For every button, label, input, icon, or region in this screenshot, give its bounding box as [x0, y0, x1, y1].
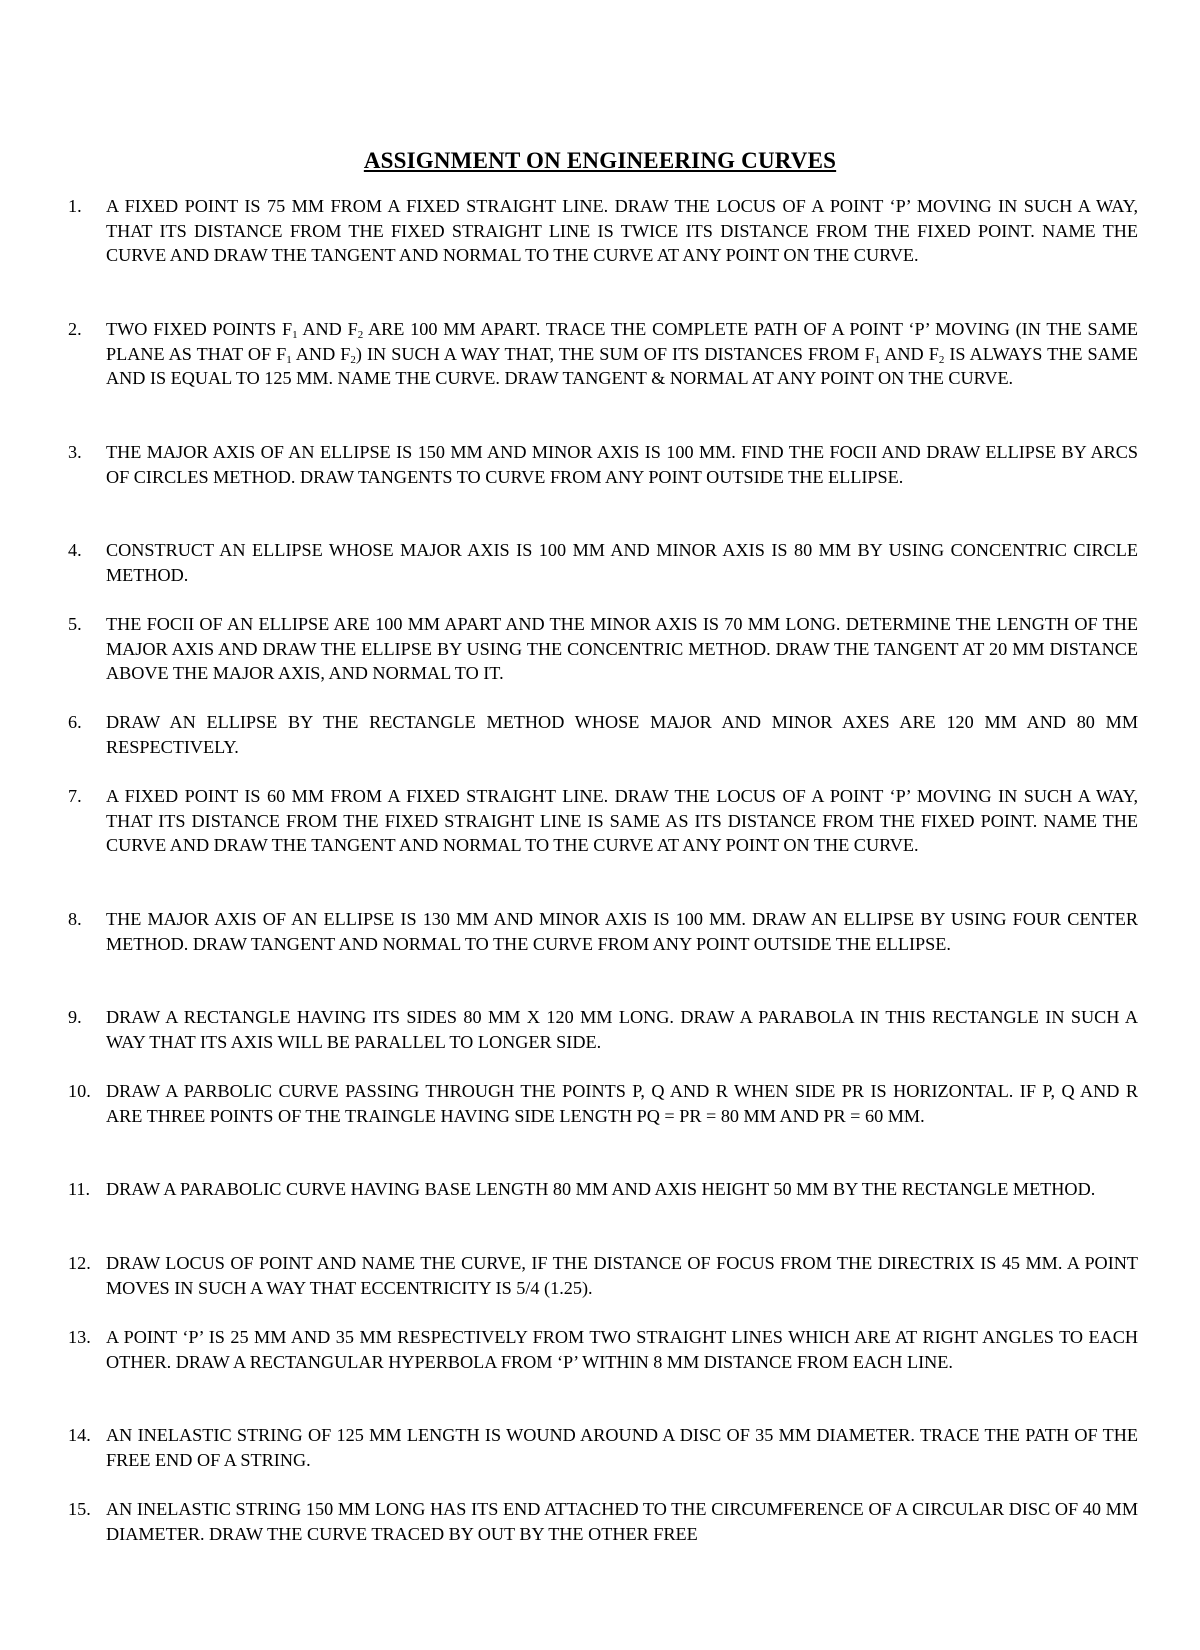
item-text: DRAW A PARBOLIC CURVE PASSING THROUGH THE POINTS P, Q AND R WHEN SIDE PR IS HORIZONTAL. IF P, Q AND R ARE THREE POINTS OF THE TRAINGLE HAVING SIDE LENGTH PQ = PR = 80 MM AND PR = 60 MM.: [106, 1081, 1138, 1126]
item-text: A FIXED POINT IS 60 MM FROM A FIXED STRAIGHT LINE. DRAW THE LOCUS OF A POINT ‘P’ MOVING IN SUCH A WAY, THAT ITS DISTANCE FROM THE FIXED STRAIGHT LINE IS SAME AS ITS DISTANCE FROM THE FIXED POINT. NAME THE CURVE AND DRAW THE TANGENT AND NORMAL TO THE CURVE AT ANY POINT ON THE CURVE.: [106, 786, 1138, 856]
list-item-14: [68, 1423, 1138, 1472]
item-text: DRAW A PARABOLIC CURVE HAVING BASE LENGTH 80 MM AND AXIS HEIGHT 50 MM BY THE RECTANGLE METHOD.: [106, 1179, 1096, 1199]
item-number: 15.: [68, 1499, 91, 1519]
item-text: CONSTRUCT AN ELLIPSE WHOSE MAJOR AXIS IS 100 MM AND MINOR AXIS IS 80 MM BY USING CONCENTRIC CIRCLE METHOD.: [106, 540, 1138, 585]
list-item-4: [68, 538, 1138, 587]
item-text: AN INELASTIC STRING OF 125 MM LENGTH IS WOUND AROUND A DISC OF 35 MM DIAMETER. TRACE THE PATH OF THE FREE END OF A STRING.: [106, 1425, 1138, 1470]
item-number: 2.: [68, 319, 82, 339]
item-number: 6.: [68, 712, 82, 732]
item-text: THE MAJOR AXIS OF AN ELLIPSE IS 150 MM AND MINOR AXIS IS 100 MM. FIND THE FOCII AND DRAW ELLIPSE BY ARCS OF CIRCLES METHOD. DRAW TANGENTS TO CURVE FROM ANY POINT OUTSIDE THE ELLIPSE.: [106, 442, 1138, 487]
item-text: A POINT ‘P’ IS 25 MM AND 35 MM RESPECTIVELY FROM TWO STRAIGHT LINES WHICH ARE AT RIGHT ANGLES TO EACH OTHER. DRAW A RECTANGULAR HYPERBOLA FROM ‘P’ WITHIN 8 MM DISTANCE FROM EACH LINE.: [106, 1327, 1138, 1372]
item-number: 1.: [68, 196, 82, 216]
item-number: 13.: [68, 1327, 91, 1347]
item-text: TWO FIXED POINTS $F_1$ AND $F_2$ ARE 100 MM APART. TRACE THE COMPLETE PATH OF A POINT ‘P’ MOVING (IN THE SAME PLANE AS THAT OF $F_1$ AND $F_2$) IN SUCH A WAY THAT, THE SUM OF ITS DISTANCES FROM $F_1$ AND $F_2$ IS ALWAYS THE SAME AND IS EQUAL TO 125 MM. NAME THE CURVE. DRAW TANGENT & NORMAL AT ANY POINT ON THE CURVE.: [106, 319, 1139, 389]
list-item-10: [68, 1079, 1138, 1128]
list-item-2: [68, 317, 1138, 391]
item-text: AN INELASTIC STRING 150 MM LONG HAS ITS END ATTACHED TO THE CIRCUMFERENCE OF A CIRCULAR DISC OF 40 MM DIAMETER. DRAW THE CURVE TRACED BY OUT BY THE OTHER FREE: [106, 1499, 1138, 1544]
item-text: DRAW AN ELLIPSE BY THE RECTANGLE METHOD WHOSE MAJOR AND MINOR AXES ARE 120 MM AND 80 MM RESPECTIVELY.: [106, 712, 1138, 757]
item-number: 14.: [68, 1425, 91, 1445]
item-text: DRAW A RECTANGLE HAVING ITS SIDES 80 MM X 120 MM LONG. DRAW A PARABOLA IN THIS RECTANGLE IN SUCH A WAY THAT ITS AXIS WILL BE PARALLEL TO LONGER SIDE.: [106, 1007, 1138, 1052]
list-item-9: [68, 1005, 1138, 1054]
item-number: 3.: [68, 442, 82, 462]
list-item-5: [68, 612, 1138, 686]
item-text: DRAW LOCUS OF POINT AND NAME THE CURVE, IF THE DISTANCE OF FOCUS FROM THE DIRECTRIX IS 45 MM. A POINT MOVES IN SUCH A WAY THAT ECCENTRICITY IS 5/4 (1.25).: [106, 1253, 1138, 1298]
item-number: 5.: [68, 614, 82, 634]
item-number: 4.: [68, 540, 82, 560]
list-item-12: [68, 1251, 1138, 1300]
list-item-3: [68, 440, 1138, 489]
list-item-15: [68, 1497, 1138, 1546]
item-number: 9.: [68, 1007, 82, 1027]
page-title: ASSIGNMENT ON ENGINEERING CURVES: [363, 148, 837, 173]
list-item-8: [68, 907, 1138, 956]
item-text: A FIXED POINT IS 75 MM FROM A FIXED STRAIGHT LINE. DRAW THE LOCUS OF A POINT ‘P’ MOVING IN SUCH A WAY, THAT ITS DISTANCE FROM THE FIXED STRAIGHT LINE IS TWICE ITS DISTANCE FROM THE FIXED POINT. NAME THE CURVE AND DRAW THE TANGENT AND NORMAL TO THE CURVE AT ANY POINT ON THE CURVE.: [106, 196, 1138, 266]
list-item-7: [68, 784, 1138, 858]
item-text: THE MAJOR AXIS OF AN ELLIPSE IS 130 MM AND MINOR AXIS IS 100 MM. DRAW AN ELLIPSE BY USING FOUR CENTER METHOD. DRAW TANGENT AND NORMAL TO THE CURVE FROM ANY POINT OUTSIDE THE ELLIPSE.: [106, 909, 1138, 954]
item-number: 7.: [68, 786, 82, 806]
list-item-6: [68, 710, 1138, 759]
list-item-1: [68, 194, 1138, 268]
item-number: 11.: [68, 1179, 91, 1199]
item-text: THE FOCII OF AN ELLIPSE ARE 100 MM APART AND THE MINOR AXIS IS 70 MM LONG. DETERMINE THE LENGTH OF THE MAJOR AXIS AND DRAW THE ELLIPSE BY USING THE CONCENTRIC METHOD. DRAW THE TANGENT AT 20 MM DISTANCE ABOVE THE MAJOR AXIS, AND NORMAL TO IT.: [106, 614, 1138, 684]
item-number: 12.: [68, 1253, 91, 1273]
list-item-13: [68, 1325, 1138, 1374]
item-number: 8.: [68, 909, 82, 929]
list-item-11: [68, 1177, 1138, 1202]
item-number: 10.: [68, 1081, 91, 1101]
